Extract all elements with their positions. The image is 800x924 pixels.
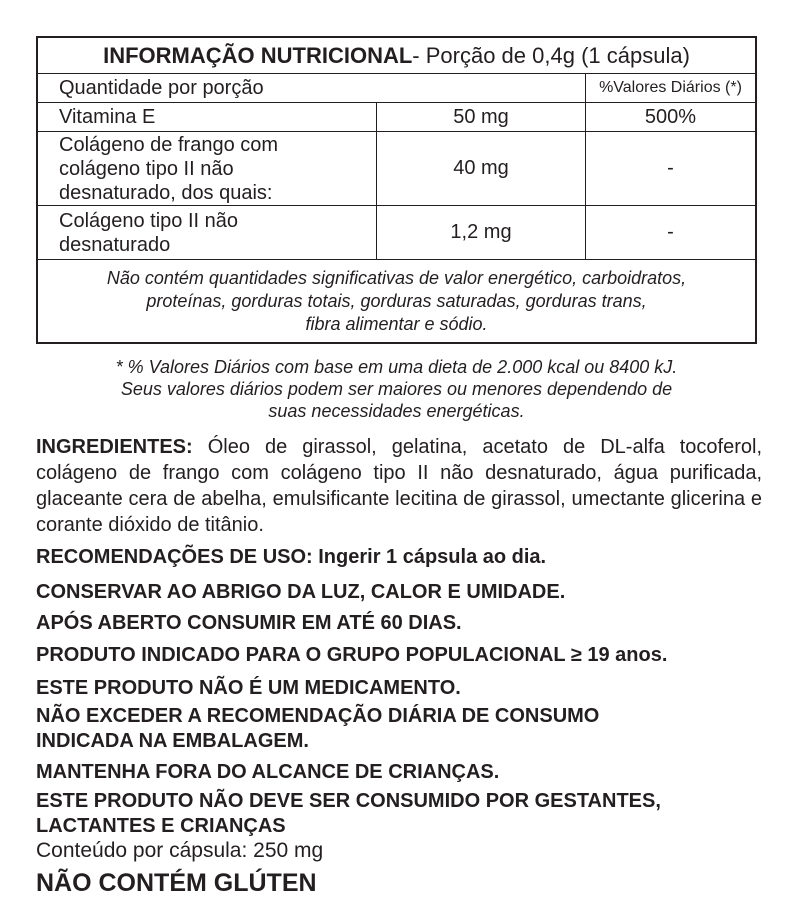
daily-values-footnote (36, 356, 757, 422)
after-opening-warning: APÓS ABERTO CONSUMIR EM ATÉ 60 DIAS. (36, 612, 462, 634)
header-daily-values: %Valores Diários (*) (599, 79, 742, 96)
nutrient-daily-value: - (667, 221, 674, 243)
nutrition-table-title (38, 38, 755, 74)
do-not-exceed-warning (36, 704, 766, 754)
table-header-row (38, 74, 755, 103)
warning-line: LACTANTES E CRIANÇAS (36, 815, 286, 837)
nutrient-name (38, 206, 377, 259)
population-warning: PRODUTO INDICADO PARA O GRUPO POPULACIONAL ≥ 19 anos. (36, 644, 668, 666)
table-title-bold: INFORMAÇÃO NUTRICIONAL (103, 42, 413, 68)
nutrient-name-line: Colágeno de frango com (59, 133, 279, 156)
nutrient-daily-value: - (667, 157, 674, 179)
table-row (38, 103, 755, 132)
nutrient-amount: 1,2 mg (377, 206, 586, 259)
pregnant-warning (36, 789, 766, 839)
nutrient-daily-value: 500% (644, 105, 697, 128)
table-row (38, 206, 755, 260)
usage-recommendation: RECOMENDAÇÕES DE USO: Ingerir 1 cápsula ao dia. (36, 546, 547, 568)
warning-line: ESTE PRODUTO NÃO DEVE SER CONSUMIDO POR GESTANTES, (36, 790, 661, 812)
nutrient-name-line: desnaturado, dos quais: (59, 181, 273, 204)
nutrient-name-line: Colágeno tipo II não (59, 209, 239, 232)
table-title-serving: - Porção de 0,4g (1 cápsula) (412, 42, 690, 68)
header-quantity: Quantidade por porção (38, 74, 586, 102)
nutrient-name-line: desnaturado (59, 233, 171, 256)
table-note-line: fibra alimentar e sódio. (305, 313, 488, 334)
children-warning: MANTENHA FORA DO ALCANCE DE CRIANÇAS. (36, 761, 500, 783)
ingredients-paragraph (36, 434, 762, 538)
gluten-free-notice: NÃO CONTÉM GLÚTEN (36, 869, 317, 897)
footnote-line: suas necessidades energéticas. (268, 401, 525, 421)
nutrient-name (38, 132, 377, 205)
warning-line: INDICADA NA EMBALAGEM. (36, 730, 309, 752)
footnote-line: * % Valores Diários com base em uma dieta de 2.000 kcal ou 8400 kJ. (115, 357, 678, 377)
ingredients-label: INGREDIENTES: (36, 436, 193, 458)
capsule-content: Conteúdo por cápsula: 250 mg (36, 839, 324, 862)
table-note (38, 260, 755, 342)
table-note-line: proteínas, gorduras totais, gorduras saturadas, gorduras trans, (146, 290, 647, 311)
nutrient-name (38, 103, 377, 131)
ingredients-text: Óleo de girassol, gelatina, acetato de DL-alfa tocoferol, colágeno de frango com colágeno tipo II não desnaturado, água purificada, glaceante cera de abelha, emulsificante lecitina de girassol, umectante glicerina e corante dióxido de titânio. (36, 436, 762, 536)
table-note-line: Não contém quantidades significativas de valor energético, carboidratos, (106, 267, 687, 288)
not-medicine-warning: ESTE PRODUTO NÃO É UM MEDICAMENTO. (36, 677, 461, 699)
table-row (38, 132, 755, 206)
storage-warning: CONSERVAR AO ABRIGO DA LUZ, CALOR E UMIDADE. (36, 581, 566, 603)
nutrient-amount: 50 mg (377, 103, 586, 131)
warning-line: NÃO EXCEDER A RECOMENDAÇÃO DIÁRIA DE CONSUMO (36, 705, 600, 727)
nutrient-amount: 40 mg (377, 132, 586, 205)
nutrition-table (36, 36, 757, 344)
footnote-line: Seus valores diários podem ser maiores ou menores dependendo de (120, 379, 673, 399)
nutrient-name-line: Vitamina E (59, 106, 156, 128)
nutrient-name-line: colágeno tipo II não (59, 157, 234, 180)
